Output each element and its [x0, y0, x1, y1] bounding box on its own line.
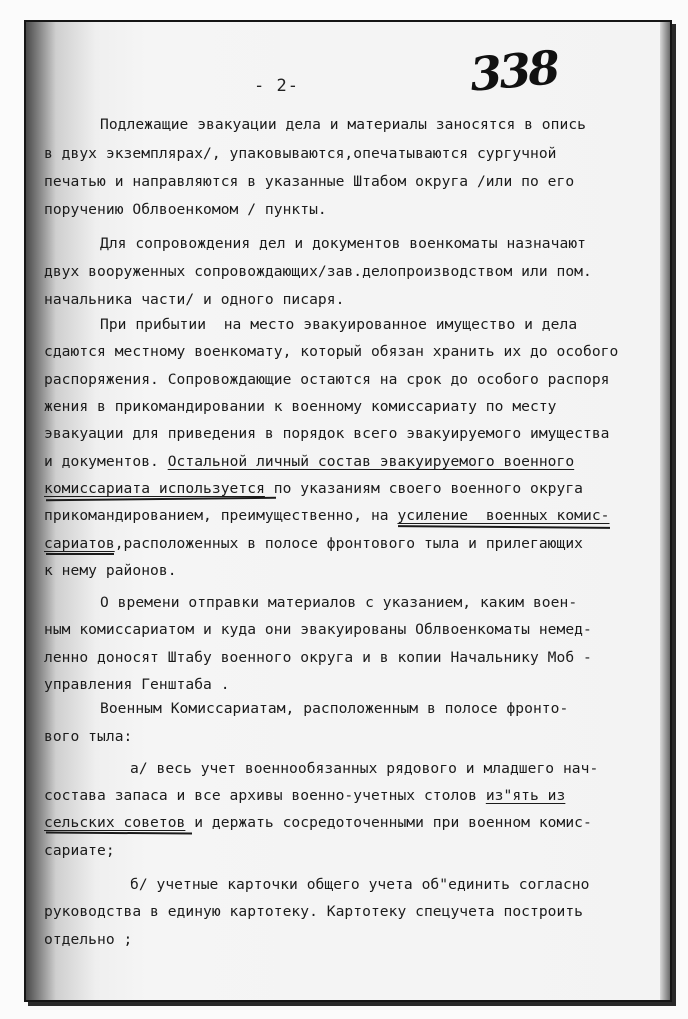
- text-line: [44, 263, 592, 280]
- text-line: [44, 145, 557, 162]
- archive-number-handwritten: 338: [467, 40, 560, 102]
- text-segment: а/ весь учет военнообязанных рядового и младшего нач-: [130, 760, 599, 777]
- text-segment: и держать сосредоточенными при военном комис-: [185, 814, 592, 831]
- text-segment: сариате;: [44, 842, 115, 859]
- text-line: [100, 235, 586, 252]
- text-line: [44, 728, 132, 745]
- text-segment: Военным Комиссариатам, расположенным в полосе фронто-: [100, 700, 569, 717]
- text-line: [44, 931, 132, 948]
- text-segment: распоряжения. Сопровождающие остаются на срок до особого распоря: [44, 371, 610, 388]
- text-line: [44, 903, 583, 920]
- text-line: [44, 507, 610, 524]
- text-segment: печатью и направляются в указанные Штабом округа /или по его: [44, 173, 575, 190]
- text-segment: вого тыла:: [44, 728, 133, 745]
- underlined-text: Остальной личный состав эвакуируемого военного: [167, 453, 575, 470]
- text-segment: ленно доносят Штабу военного округа и в копии Начальнику Моб -: [44, 649, 592, 666]
- text-line: [44, 425, 610, 442]
- text-segment: к нему районов.: [44, 562, 177, 579]
- text-segment: отдельно ;: [44, 931, 133, 948]
- text-line: [100, 594, 577, 611]
- text-segment: двух вооруженных сопровождающих/зав.делопроизводством или пом.: [44, 263, 592, 280]
- text-line: [44, 621, 592, 638]
- text-line: [44, 173, 574, 190]
- text-segment: и документов.: [44, 453, 168, 470]
- text-segment: начальника части/ и одного писаря.: [44, 291, 345, 308]
- text-segment: в двух экземплярах/, упаковываются,опечатываются сургучной: [44, 145, 557, 162]
- text-segment: О времени отправки материалов с указанием, каким воен-: [100, 594, 578, 611]
- text-line: [44, 562, 177, 579]
- text-line: [44, 371, 610, 388]
- text-segment: поручению Облвоенкомом / пункты.: [44, 201, 327, 218]
- text-line: [44, 291, 344, 308]
- text-line: [44, 787, 565, 804]
- text-line: [100, 316, 577, 333]
- text-segment: жения в прикомандировании к военному комиссариату по месту: [44, 398, 557, 415]
- text-segment: Подлежащие эвакуации дела и материалы заносятся в опись: [100, 116, 586, 133]
- page-number: - 2-: [254, 76, 299, 96]
- text-line: [44, 343, 618, 360]
- text-segment: При прибытии на место эвакуированное имущество и дела: [100, 316, 578, 333]
- text-line: [100, 116, 586, 133]
- text-line: [100, 700, 568, 717]
- text-segment: ным комиссариатом и куда они эвакуированы Облвоенкоматы немед-: [44, 621, 592, 638]
- text-segment: управления Генштаба .: [44, 676, 230, 693]
- text-line: [44, 649, 592, 666]
- underlined-text: сариатов: [44, 535, 115, 552]
- text-line: [130, 760, 598, 777]
- underlined-text: комиссариата используется: [44, 480, 265, 497]
- underlined-text: сельских советов: [44, 814, 186, 831]
- text-line: [44, 480, 583, 497]
- text-segment: руководства в единую картотеку. Картотеку спецучета построить: [44, 903, 584, 920]
- underlined-text: из"ять из: [485, 787, 566, 804]
- text-segment: эвакуации для приведения в порядок всего эвакуируемого имущества: [44, 425, 610, 442]
- text-line: [44, 453, 574, 470]
- text-line: [44, 201, 327, 218]
- text-line: [44, 814, 592, 831]
- pen-underline: [46, 553, 114, 555]
- text-segment: состава запаса и все архивы военно-учетных столов: [44, 787, 486, 804]
- text-segment: сдаются местному военкомату, который обязан хранить их до особого: [44, 343, 619, 360]
- text-segment: б/ учетные карточки общего учета об"единить согласно: [130, 876, 590, 893]
- text-line: [44, 842, 115, 859]
- text-segment: Для сопровождения дел и документов военкоматы назначают: [100, 235, 586, 252]
- text-line: [44, 676, 230, 693]
- text-line: [44, 535, 583, 552]
- text-segment: прикомандированием, преимущественно, на: [44, 507, 398, 524]
- text-line: [130, 876, 589, 893]
- underlined-text: усиление военных комис-: [397, 507, 610, 524]
- text-line: [44, 398, 557, 415]
- text-segment: по указаниям своего военного округа: [264, 480, 584, 497]
- text-segment: ,расположенных в полосе фронтового тыла и прилегающих: [114, 535, 584, 552]
